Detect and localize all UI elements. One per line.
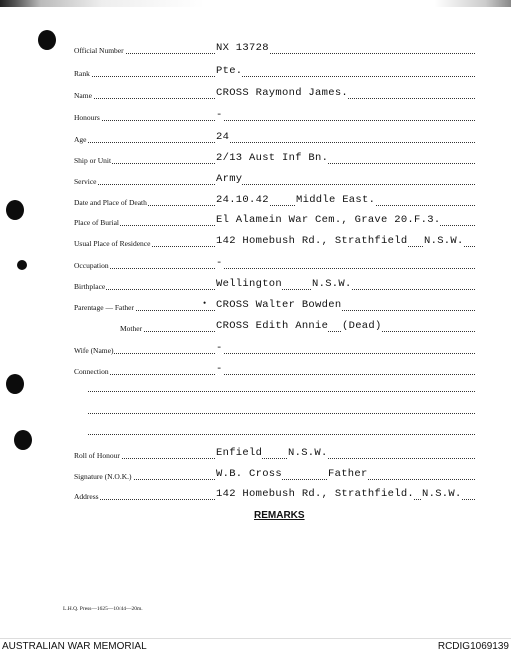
field-value: Wellington [216, 278, 283, 290]
field-rank [74, 65, 475, 79]
field-usual-residence [74, 235, 475, 249]
field-label: Occupation [74, 261, 109, 270]
field-value: 142 Homebush Rd., Strathfield [216, 235, 408, 247]
blank-line [88, 391, 475, 392]
field-label: Honours [74, 113, 100, 122]
field-label: Wife (Name) [74, 346, 114, 355]
field-father [74, 299, 475, 313]
field-value-2: N.S.W. [312, 278, 352, 290]
field-label: Usual Place of Residence [74, 239, 151, 248]
punch-hole [14, 430, 32, 450]
field-value: - [216, 363, 223, 375]
field-value: Pte. [216, 65, 243, 77]
field-label: Birthplace [74, 282, 106, 291]
field-name [74, 87, 475, 101]
field-age [74, 131, 475, 145]
field-value-2: N.S.W. [422, 488, 462, 500]
field-value: 2/13 Aust Inf Bn. [216, 152, 329, 164]
field-value-2: Father [328, 468, 368, 480]
field-ship-or-unit [74, 152, 475, 166]
field-label: Age [74, 135, 87, 144]
field-birthplace [74, 278, 475, 292]
field-value: - [216, 257, 223, 269]
blank-line [88, 434, 475, 435]
field-value: 24.10.42 [216, 194, 269, 206]
punch-hole [38, 30, 56, 50]
punch-hole [6, 200, 24, 220]
scan-edge [0, 0, 511, 7]
field-value: CROSS Raymond James. [216, 87, 349, 99]
field-place-of-burial [74, 214, 475, 228]
field-honours [74, 109, 475, 123]
field-value: 142 Homebush Rd., Strathfield. [216, 488, 415, 500]
field-label: Place of Burial [74, 218, 119, 227]
field-label: Name [74, 91, 92, 100]
field-value: Army [216, 173, 243, 185]
field-signature [74, 468, 475, 482]
form-number: L.H.Q. Press—1625—10/44—20m. [63, 606, 143, 612]
field-label: Signature (N.O.K.) [74, 472, 132, 481]
field-label: Service [74, 177, 97, 186]
field-value: Enfield [216, 447, 263, 459]
field-value-2: (Dead) [342, 320, 382, 332]
field-value-2: Middle East. [296, 194, 376, 206]
field-address [74, 488, 475, 502]
field-value-2: N.S.W. [424, 235, 464, 247]
blank-line [88, 413, 475, 414]
archive-footer [0, 638, 511, 655]
archive-name: AUSTRALIAN WAR MEMORIAL [2, 641, 147, 652]
field-mother [120, 320, 475, 334]
punch-hole [17, 260, 27, 270]
field-date-place-death [74, 194, 475, 208]
field-label: Date and Place of Death [74, 198, 147, 207]
field-label: Address [74, 492, 99, 501]
field-value: - [216, 109, 223, 121]
field-label: Roll of Honour [74, 451, 120, 460]
field-value: CROSS Walter Bowden [216, 299, 342, 311]
field-connection [74, 363, 475, 377]
archive-id: RCDIG1069139 [437, 641, 509, 652]
field-label: Parentage — Father [74, 303, 134, 312]
field-service [74, 173, 475, 187]
field-label: Ship or Unit [74, 156, 112, 165]
field-occupation [74, 257, 475, 271]
handwritten-mark: • [203, 298, 207, 308]
field-value: El Alamein War Cem., Grave 20.F.3. [216, 214, 441, 226]
field-label: Rank [74, 69, 90, 78]
field-label: Official Number [74, 46, 124, 55]
field-wife [74, 342, 475, 356]
field-value: - [216, 342, 223, 354]
field-value: NX 13728 [216, 42, 269, 54]
punch-hole [6, 374, 24, 394]
field-value: 24 [216, 131, 230, 143]
field-label: Connection [74, 367, 109, 376]
field-official-number [74, 42, 475, 56]
field-value-2: N.S.W. [288, 447, 328, 459]
field-value: W.B. Cross [216, 468, 283, 480]
field-roll-of-honour [74, 447, 475, 461]
field-label: Mother [120, 324, 143, 333]
field-value: CROSS Edith Annie [216, 320, 329, 332]
remarks-heading: REMARKS [254, 510, 305, 521]
